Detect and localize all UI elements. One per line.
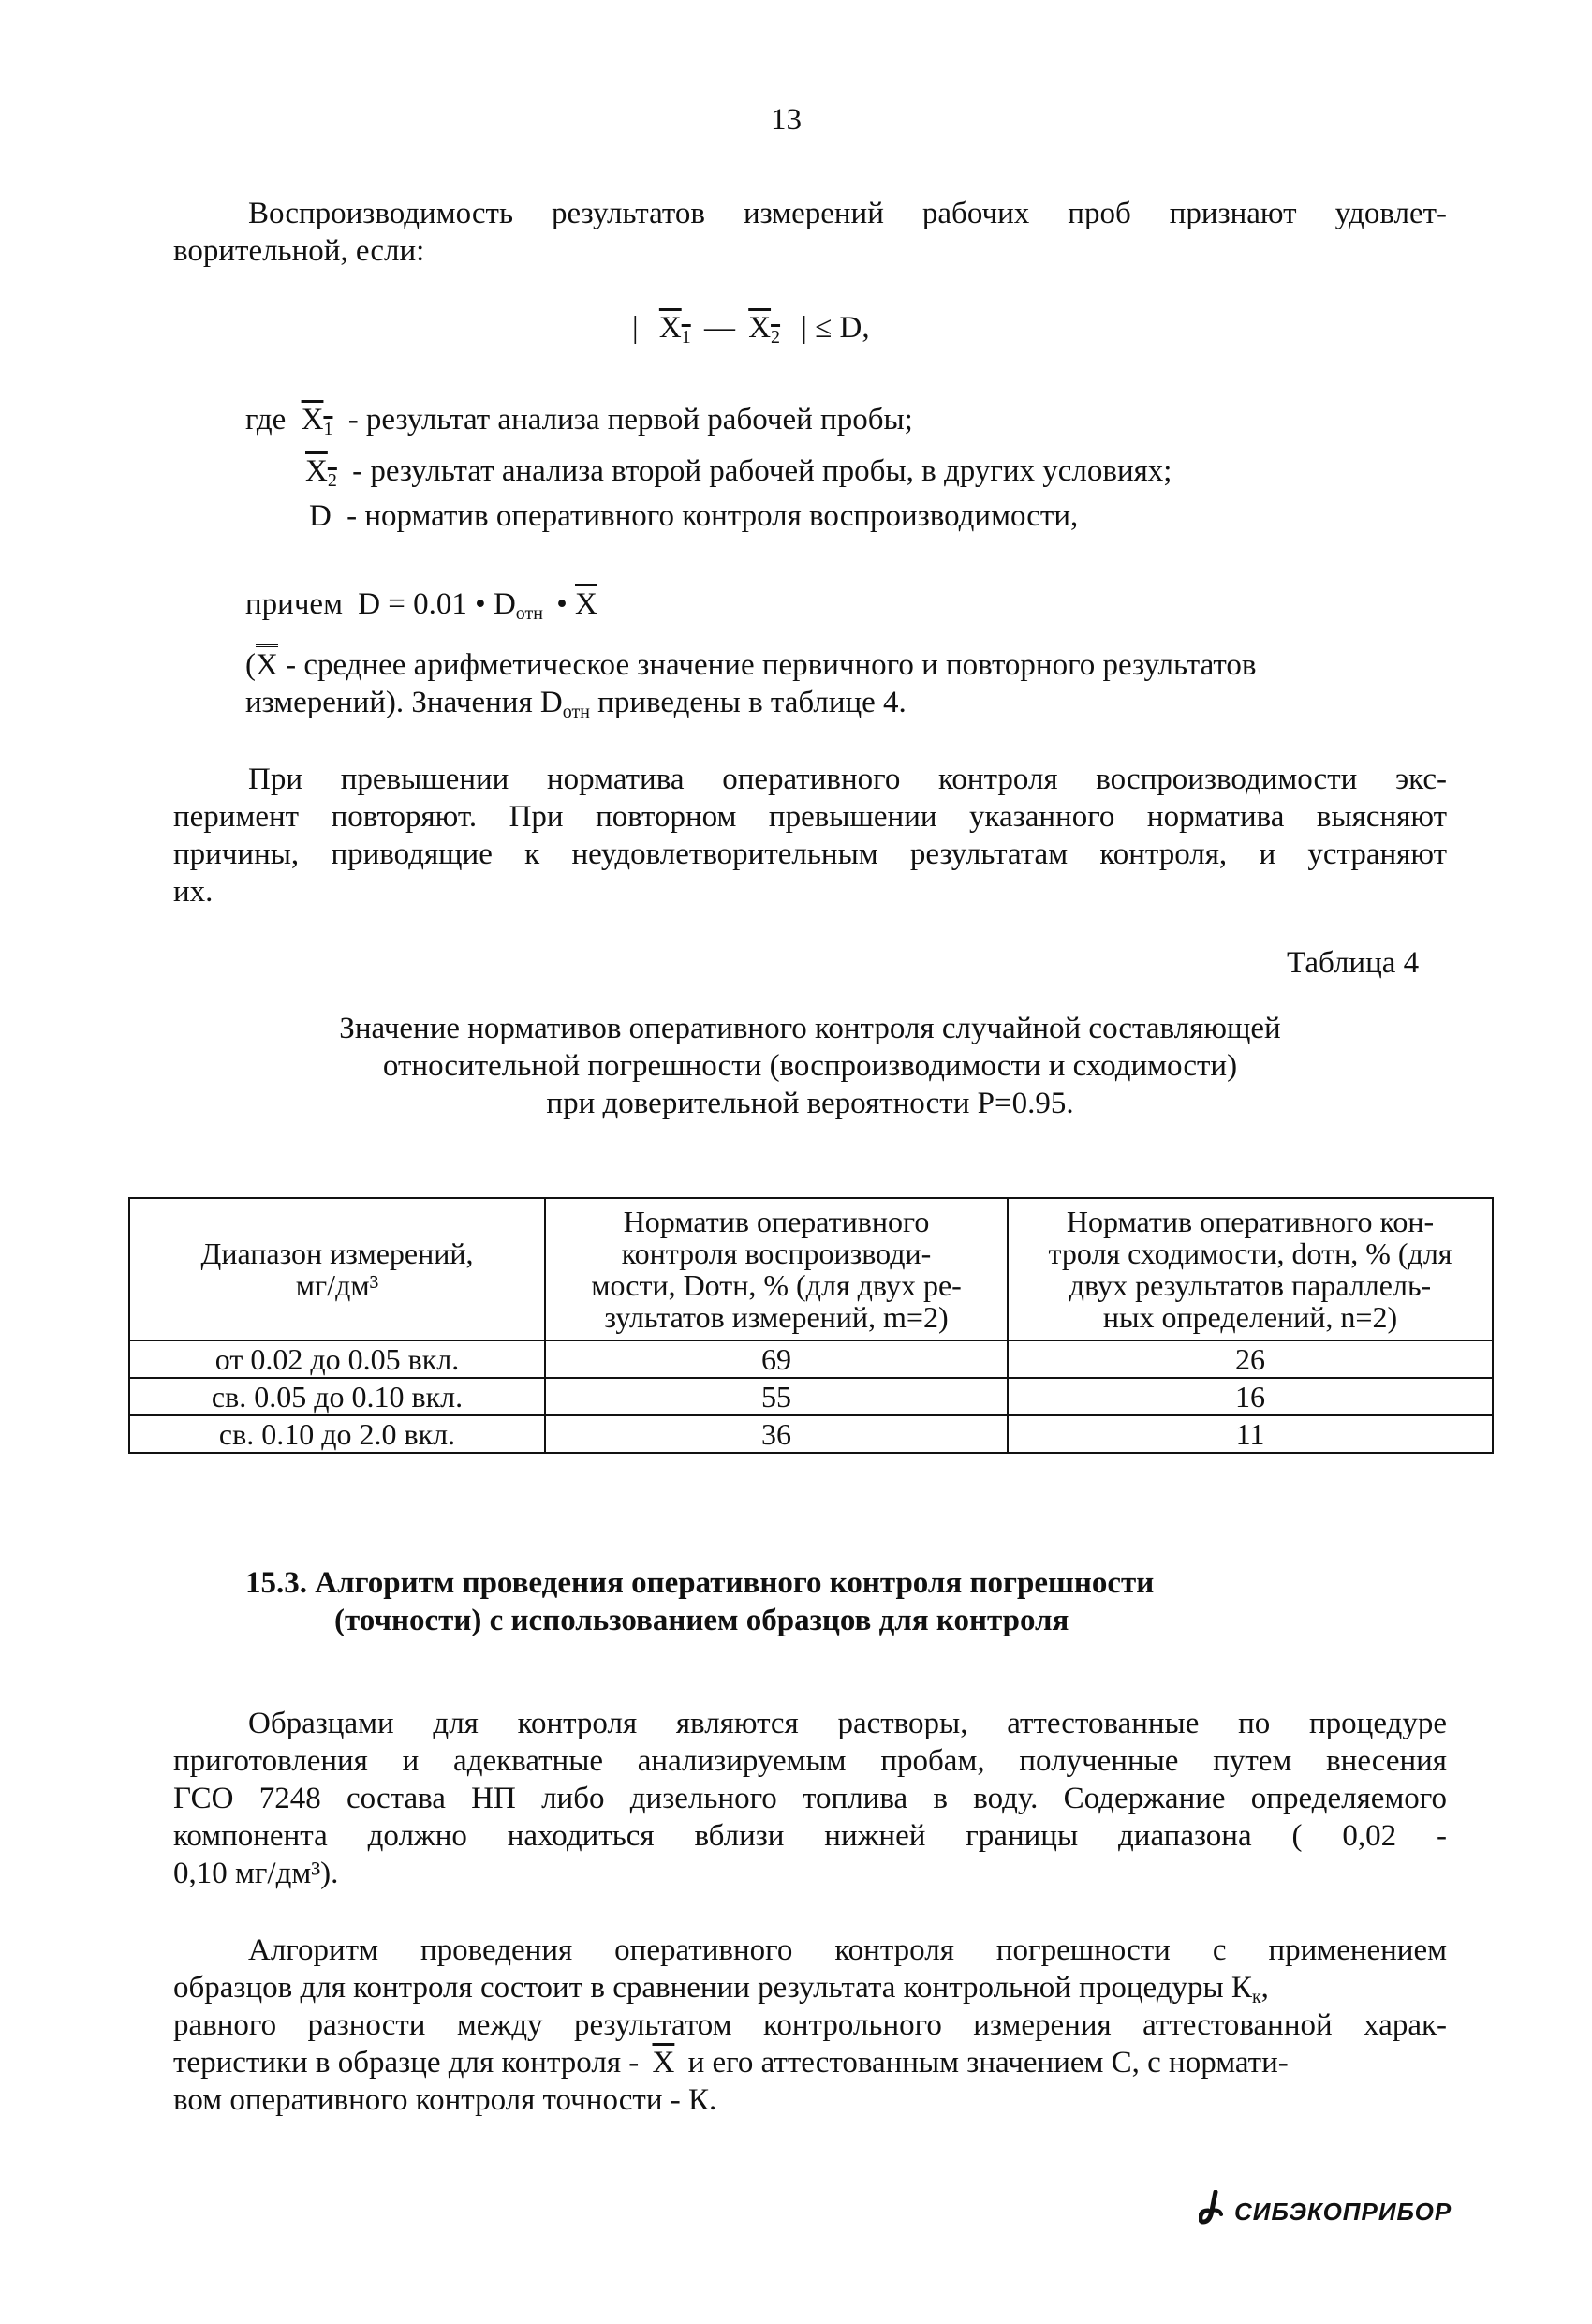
d-formula-mean-x: X (575, 584, 597, 621)
sibecopribor-logo-icon (1199, 2190, 1225, 2234)
table-title-line2: относительной погрешности (воспроизводимости и сходимости) (382, 1049, 1238, 1083)
para4-line4: теристики в образце для контроля - $\overline{X}$ и его аттестованным значением С, с нормати- (173, 2046, 1289, 2080)
para4-line3: равного разности между результатом контрольного измерения аттестованной харак- (173, 2008, 1447, 2042)
section-heading-line2: (точности) с использованием образцов для контроля (334, 1604, 1069, 1637)
para4-line1: Алгоритм проведения оперативного контроля погрешности с применением (248, 1933, 1447, 1967)
para3-line4: компонента должно находиться вблизи нижней границы диапазона ( 0,02 - (173, 1819, 1447, 1853)
cell-range: св. 0.10 до 2.0 вкл. (129, 1415, 545, 1453)
cell-range: от 0.02 до 0.05 вкл. (129, 1340, 545, 1378)
para4-mean-x: $\overline{X}$ (652, 2046, 675, 2080)
formula-x1: $X_1$ (658, 311, 691, 348)
reproducibility-formula (632, 309, 870, 347)
footer-logo (1199, 2190, 1452, 2234)
d-formula-bullet: • (556, 587, 568, 621)
definition-x1-symbol: $X_1$ (301, 403, 333, 439)
mean-note-x: X (256, 644, 278, 682)
para2-line3: причины, приводящие к неудовлетворительным результатам контроля, и устраняют (173, 837, 1447, 871)
cell-convergence: 16 (1008, 1378, 1493, 1415)
table-label: Таблица 4 (1287, 946, 1420, 980)
para3-line1: Образцами для контроля являются растворы, аттестованные по процедуре (248, 1707, 1447, 1740)
para2-line4: их. (173, 875, 214, 909)
para1-line2: ворительной, если: (173, 234, 425, 268)
cell-reproducibility: 36 (545, 1415, 1008, 1453)
para4-line5: вом оперативного контроля точности - К. (173, 2083, 717, 2117)
page-number: 13 (771, 103, 802, 137)
d-formula (245, 585, 597, 623)
header-reproducibility: Норматив оперативного контроля воспроизводи- мости, Dотн, % (для двух ре- зультатов измерений, m=2) (545, 1198, 1008, 1340)
para3-line5: 0,10 мг/дм³). (173, 1857, 339, 1890)
mean-note-line2: измерений). Значения $D_{отн}$ приведены в таблице 4. (245, 686, 907, 722)
mean-note-line1: (X - среднее арифметическое значение первичного и повторного результатов (245, 646, 1256, 684)
table-title (173, 1010, 1447, 1122)
d-formula-expr: D = 0.01 • $D_{отн}$ (358, 587, 543, 624)
table-row (129, 1340, 1493, 1378)
definition-x2-symbol: $X_2$ (305, 454, 337, 491)
definition-d-text: - норматив оперативного контроля воспроизводимости, (346, 499, 1079, 533)
table-row (129, 1378, 1493, 1415)
footer-brand: СИБЭКОПРИБОР (1234, 2198, 1452, 2226)
para3-line3: ГСО 7248 состава НП либо дизельного топлива в воду. Содержание определяемого (173, 1782, 1447, 1815)
norms-table (128, 1197, 1494, 1454)
header-convergence: Норматив оперативного кон- троля сходимости, dотн, % (для двух результатов параллель- ных определений, n=2) (1008, 1198, 1493, 1340)
formula-x2: $X_2$ (748, 311, 781, 348)
cell-reproducibility: 69 (545, 1340, 1008, 1378)
definition-d-symbol: D (309, 499, 332, 533)
table-title-line1: Значение нормативов оперативного контроля случайной составляющей (339, 1012, 1281, 1045)
definition-where: где (245, 403, 287, 437)
cell-convergence: 11 (1008, 1415, 1493, 1453)
cell-reproducibility: 55 (545, 1378, 1008, 1415)
definition-x1 (245, 401, 913, 438)
formula-minus: — (703, 311, 735, 345)
cell-range: св. 0.05 до 0.10 вкл. (129, 1378, 545, 1415)
para4-line2: образцов для контроля состоит в сравнении результата контрольной процедуры $К_к$, (173, 1971, 1269, 2007)
cell-convergence: 26 (1008, 1340, 1493, 1378)
section-heading-line1: 15.3. Алгоритм проведения оперативного контроля погрешности (245, 1566, 1155, 1600)
para3-line2: приготовления и адекватные анализируемым пробам, полученные путем внесения (173, 1744, 1447, 1778)
table-title-line3: при доверительной вероятности P=0.95. (546, 1087, 1074, 1120)
definition-x2-text: - результат анализа второй рабочей пробы, в других условиях; (352, 454, 1172, 488)
para2-line2: перимент повторяют. При повторном превышении указанного норматива выясняют (173, 800, 1447, 834)
para1-line1: Воспроизводимость результатов измерений рабочих проб признают удовлет- (248, 197, 1447, 230)
definition-x1-text: - результат анализа первой рабочей пробы; (347, 403, 913, 437)
header-range: Диапазон измерений, мг/дм³ (129, 1198, 545, 1340)
formula-rhs: | ≤ D, (801, 311, 870, 345)
table-header-row (129, 1198, 1493, 1340)
table-row (129, 1415, 1493, 1453)
d-formula-prefix: причем (245, 587, 343, 621)
definition-x2 (305, 452, 1172, 490)
definition-d (309, 497, 1078, 535)
para2-line1: При превышении норматива оперативного контроля воспроизводимости экс- (248, 762, 1447, 796)
formula-bar-left: | (632, 311, 639, 345)
